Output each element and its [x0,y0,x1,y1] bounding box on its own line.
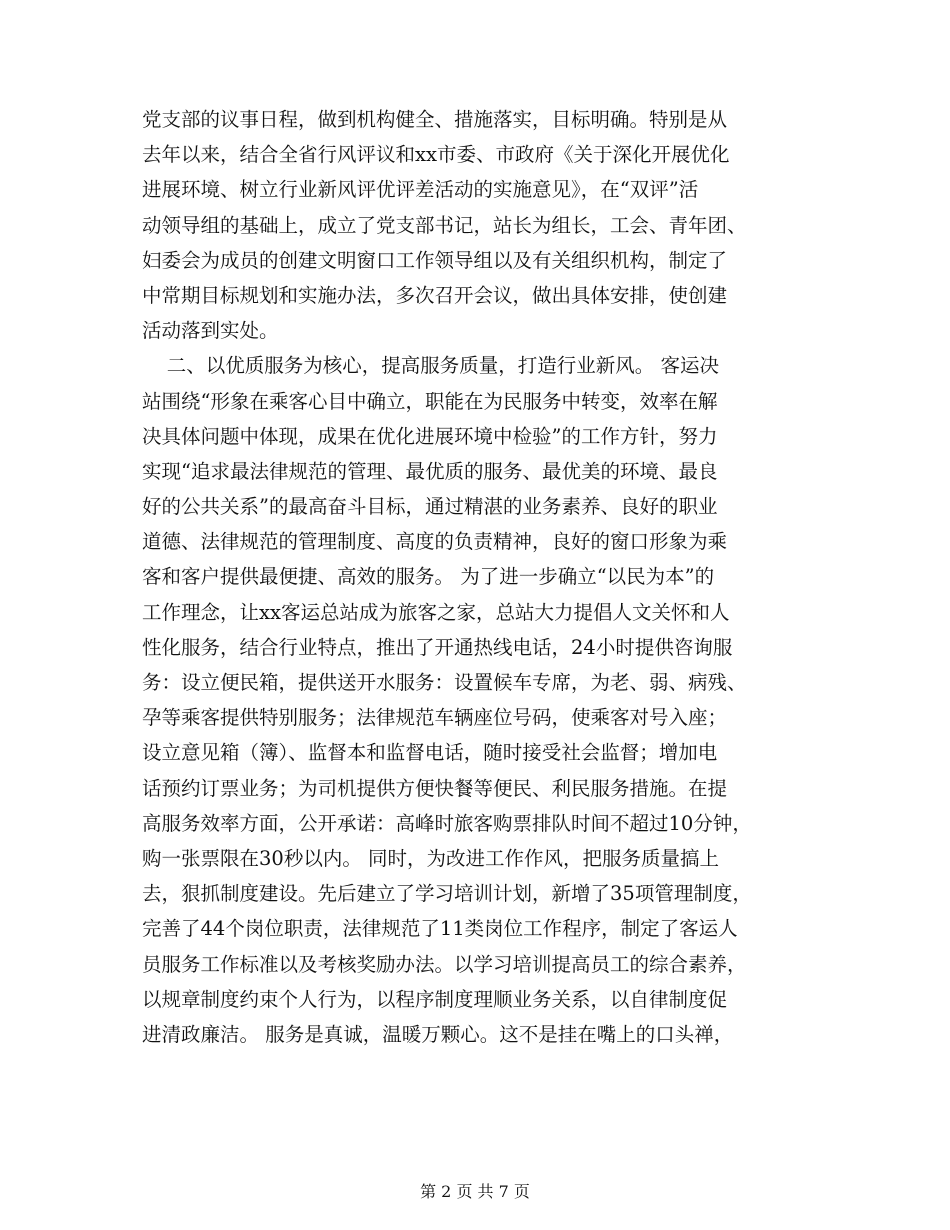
text-line: 完善了44个岗位职责，法律规范了11类岗位工作程序，制定了客运人 [142,917,738,941]
text-line: 好的公共关系”的最高奋斗目标，通过精湛的业务素养、良好的职业 [142,495,718,519]
text-line: 客和客户提供最便捷、高效的服务。 为了进一步确立“以民为本”的 [142,565,715,589]
text-line: 孕等乘客提供特别服务；法律规范车辆座位号码，使乘客对号入座； [142,706,728,730]
text-line: 务：设立便民箱，提供送开水服务：设置候车专席，为老、弱、病残、 [142,671,747,694]
text-line: 高服务效率方面，公开承诺：高峰时旅客购票排队时间不超过10分钟， [142,811,752,835]
text-line: 站围绕“形象在乘客心目中确立，职能在为民服务中转变，效率在解 [142,389,718,413]
text-line: 话预约订票业务；为司机提供方便快餐等便民、利民服务措施。在提 [142,776,728,800]
text-line: 妇委会为成员的创建文明窗口工作领导组以及有关组织机构，制定了 [142,248,728,272]
text-line: 员服务工作标准以及考核奖励办法。以学习培训提高员工的综合素养， [142,952,747,976]
text-line: 去年以来，结合全省行风评议和xx市委、市政府《关于深化开展优化 [142,143,730,167]
text-line: 购一张票限在30秒以内。 同时，为改进工作作风，把服务质量搞上 [142,846,720,870]
text-line: 党支部的议事日程，做到机构健全、措施落实，目标明确。特别是从 [142,108,728,131]
text-line: 进清政廉洁。 服务是真诚，温暖万颗心。这不是挂在嘴上的口头禅， [142,1022,734,1046]
text-line: 中常期目标规划和实施办法，多次召开会议，做出具体安排，使创建 [142,283,728,307]
text-line: 以规章制度约束个人行为，以程序制度理顺业务关系，以自律制度促 [142,987,728,1011]
text-line: 道德、法律规范的管理制度、高度的负责精神，良好的窗口形象为乘 [142,530,728,554]
text-line: 实现“追求最法律规范的管理、最优质的服务、最优美的环境、最良 [142,459,718,483]
text-line: 决具体问题中体现，成果在优化进展环境中检验”的工作方针，努力 [142,424,718,448]
text-line: 进展环境、树立行业新风评优评差活动的实施意见》，在“双评”活 [142,178,699,202]
text-line: 性化服务，结合行业特点，推出了开通热线电话，24小时提供咨询服 [142,635,733,659]
text-line: 设立意见箱（簿）、监督本和监督电话，随时接受社会监督；增加电 [142,741,718,765]
document-body [142,102,812,1052]
text-line: 去，狠抓制度建设。先后建立了学习培训计划，新增了35项管理制度， [142,882,752,906]
text-line: 二、以优质服务为核心，提高服务质量，打造行业新风。 客运决 [142,354,719,378]
page-number-footer: 第 2 页 共 7 页 [420,1182,530,1201]
text-line: 工作理念，让xx客运总站成为旅客之家，总站大力提倡人文关怀和人 [142,600,730,624]
text-line: 动领导组的基础上，成立了党支部书记，站长为组长，工会、青年团、 [142,213,747,237]
text-line: 活动落到实处。 [142,319,279,343]
